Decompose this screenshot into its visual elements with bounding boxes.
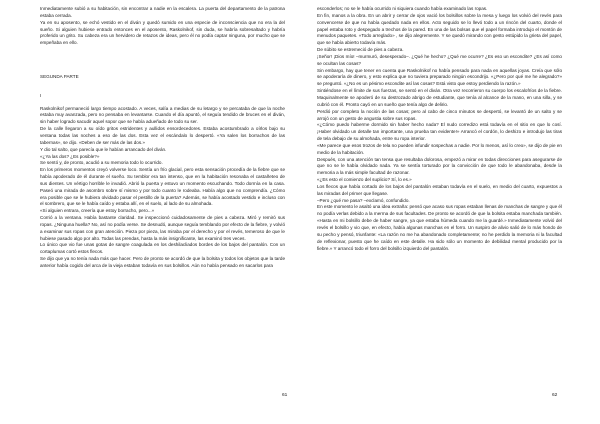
- right-page-text: [317, 6, 562, 252]
- paragraph: Lo único que vio fue unas gotas de sangre coagulada en los deshilacliados bordes de los bajos del pantalón. Con un cortaplumas cortó estos flecos.: [40, 242, 285, 255]
- paragraph: Ya en su aposento, se echó vestido en el diván y quedó sumido en una especie de inconsciencia que no era la del sueño. Si alguien hubiese entrado entonces en el aposento, Raskolnikof, sin duda, se habría sobresaltado y habría proferido un grito. Su cabeza era un hervidero de retazos de ideas, pero él no podía captar ninguna, por mucho que se empeñaba en ello.: [40, 19, 285, 46]
- paragraph: Corrió a la ventana. Había bastante claridad. Se inspeccionó cuidadosamente de pies a cabeza. Miró y remiró sus ropas. ¿Ninguna huella? No, así no podía verse. Se desnudó, aunque seguía temblando por efecto de la fiebre, y volvió a examinar sus ropas con gran atención. Pieza por pieza, las miraba por el derecho y por el revés, temeroso de que le hubiese pasado algo por alto. Todas las prendas, hasta la más insignificante, las examinó tres veces.: [40, 215, 285, 241]
- page-number: 61: [282, 393, 288, 398]
- paragraph: Se dijo que ya no tenía nada más que hacer. Pero de pronto se acordó de que la bolsita y todos los objetos que la tarde anterior había cogido del arca de la vieja estaban todavía en sus bolsillos. Aún no había pensado en sacarlos para: [40, 256, 285, 268]
- paragraph: «¿Cómo puedo haberme dormido sin haber hecho nada? El nudo corredizo está todavía en el sitio en que lo cosí. ¡Haber olvidado un detalle tan importante, una prueba tan evidente!» Arrancó el cordón, lo deshizo e introdujo las tiras de tela debajo de su almohada, entre su ropa interior.: [317, 122, 562, 142]
- paragraph: Inmediatamente subió a su habitación, sin encontrar a nadie en la escalera. La puerta del departamento de la patrona estaba cerrada.: [40, 6, 285, 18]
- paragraph: Raskolnikof permaneció largo tiempo acostado. A veces, salía a medias de su letargo y se percataba de que la noche estaba muy avanzada, pero no pensaba en levantarse. Cuando el día apuntó, el seguía tendido de bruces en el diván, sin haber logrado sacudir aquel sopor que se había adueñado de todo su ser.: [40, 105, 285, 125]
- paragraph: Se sentó y, de pronto, acudió a su memoria todo lo ocurrido.: [40, 160, 163, 166]
- paragraph: esconderlos; no se le había ocurrido ni siquiera cuando había examinado las ropas.: [317, 6, 488, 11]
- paragraph: ¡Señor! ¡Dios mío! –murmuró, desesperado–. ¿Qué he hecho? ¿Qué me ocurre? ¿Es eso un escondite? ¿Es así como se ocultan las cosas?: [317, 53, 562, 66]
- paragraph: «Si alguien entrara, creería que estoy borracho, pero...»: [40, 208, 155, 214]
- part-title: SEGUNDA PARTE: [40, 73, 79, 79]
- paragraph: Después, con una atención tan tensa que resultaba dolorosa, empezó a mirar en todas direcciones para asegurarse de que no se le había olvidado nada. Ya se sentía torturado por la convicción de que todo le abandonaba, desde la memoria a la más simple facultad de razonar.: [317, 156, 562, 176]
- paragraph: De la calle llegaron a su oído gritos estridentes y aullidos ensordecedores. Estaba acostumbrado a oírlos bajo su ventana todas las noches a eso de las dos. Esta vez el escándalo lo despertó. «Ya salen los borrachos de las tabernas», se dijo. «Deben de ser más de las dos.»: [40, 126, 285, 145]
- paragraph: De súbito se estremeció de pies a cabeza.: [317, 47, 404, 53]
- paragraph: En los primeros momentos creyó volverse loco. Sentía un frío glacial, pero esta sensación procedía de la fiebre que se había apoderado de él durante el sueño. Su temblor era tan intenso, que en la habitación resonaba el castañeteo de sus dientes. Un vértigo horrible le invadió. Abrió la puerta y estuvo un momento escuchando. Todo dormía en la casa. Paseó una mirada de asombro sobre sí mismo y por todo cuanto le rodeaba. Había algo que no comprendía. ¿Cómo era posible que se le hubiera olvidado pasar el pestillo de la puerta? Además, se había acostado vestido e incluso con el sombrero, que se le había caído y estaba allí, en el suelo, al lado de su almohada.: [40, 167, 285, 207]
- chapter-number: I: [40, 92, 42, 98]
- left-page-text: [40, 6, 285, 270]
- paragraph: Sin embargo, hay que tener en cuenta que Raskolnikof no había pensado para nada en aquellas joyas. Creía que sólo se apoderaría de dinero, y esto explica que no tuviera preparado ningún escondrijo. «¿Pero por qué me he alegrado?» se preguntó. «¿No es un pésimo escondite así las cosas? Está visto que estoy perdiendo la razón.»: [317, 67, 562, 87]
- paragraph: Perdió por completo la noción de las cosas; pero al cabo de cinco minutos se despertó, se levantó de un salto y se arrojó con un gesto de angustia sobre sus ropas.: [317, 108, 562, 121]
- paragraph: «Me parece que esos trozos de tela no pueden infundir sospechas a nadie. Por lo menos, así lo creo», se dijo de pie en medio de la habitación.: [317, 142, 562, 155]
- page-number: 62: [552, 393, 558, 398]
- paragraph: Los flecos que había cortado de los bajos del pantalón estaban todavía en el suelo, en medio del cuarto, expuestos a las miradas del primer que llegase.: [317, 183, 562, 196]
- paragraph: Y dio tal salto, que parecía que le habían arrancado del diván.: [40, 146, 167, 152]
- paragraph: En fin, manos a la obra. En un abrir y cerrar de ojos vació los bolsillos sobre la mesa y luego los volvió del revés para convencerse de que no había quedado nada en ellos. Acto seguido se lo llevó todo a un rincón del cuarto, donde el papel estaba roto y despegado a trechos de la pared. En una de las bolsas que el papel formaba introdujo el montón de menudos paquetes. «Todo arreglado» , se dijo alegremente. Y se quedó mirando con gesto estúpido la grieta del papel, que se había abierto todavía más.: [317, 12, 562, 46]
- paragraph: En este momento le asaltó una idea extraña: pensó que acaso sus ropas estaban llenas de manchas de sangre y que él no podía verlas debido a la merma de sus facultades. De pronto se acordó de que la bolsita estaba manchada también. «Hasta en mi bolsillo debe de haber sangre, ya que estaba húmeda cuando me la guardé.» Inmediatamente volvió del revés el bolsillo y vio que, en efecto, había algunas manchas en el forro. Un suspiro de alivio salió de lo más hondo de su pecho y pensó, triunfante: «La razón no me ha abandonado completamente; no he perdido la memoria ni la facultad de reflexionar, puesto que he caído en este detalle. Ha sido sólo un momento de debilidad mental producido por la fiebre.» Y arrancó todo el forro del bolsillo izquierdo del pantalón.: [317, 204, 562, 251]
- paragraph: «¿Ya las dos? ¿Es posible?»: [40, 153, 100, 159]
- paragraph: –Pero ¿qué me pasa? –exclamó, confundido.: [317, 197, 410, 203]
- paragraph: Sintiéndose en el límite de sus fuerzas, se sentó en el diván. Otra vez recorrieron su cuerpo los escalofríos de la fiebre. Maquinalmente se apoderó de su destrozado abrigo de estudiante, que tenía al alcance de la mano, en una silla, y se cubrió con él. Pronto cayó en un sueño que tenía algo de delirio.: [317, 88, 562, 107]
- blank-line: [40, 47, 285, 54]
- paragraph: «¿Es esto el comienzo del suplicio? Sí, lo es.»: [317, 177, 412, 183]
- right-page: [300, 0, 600, 424]
